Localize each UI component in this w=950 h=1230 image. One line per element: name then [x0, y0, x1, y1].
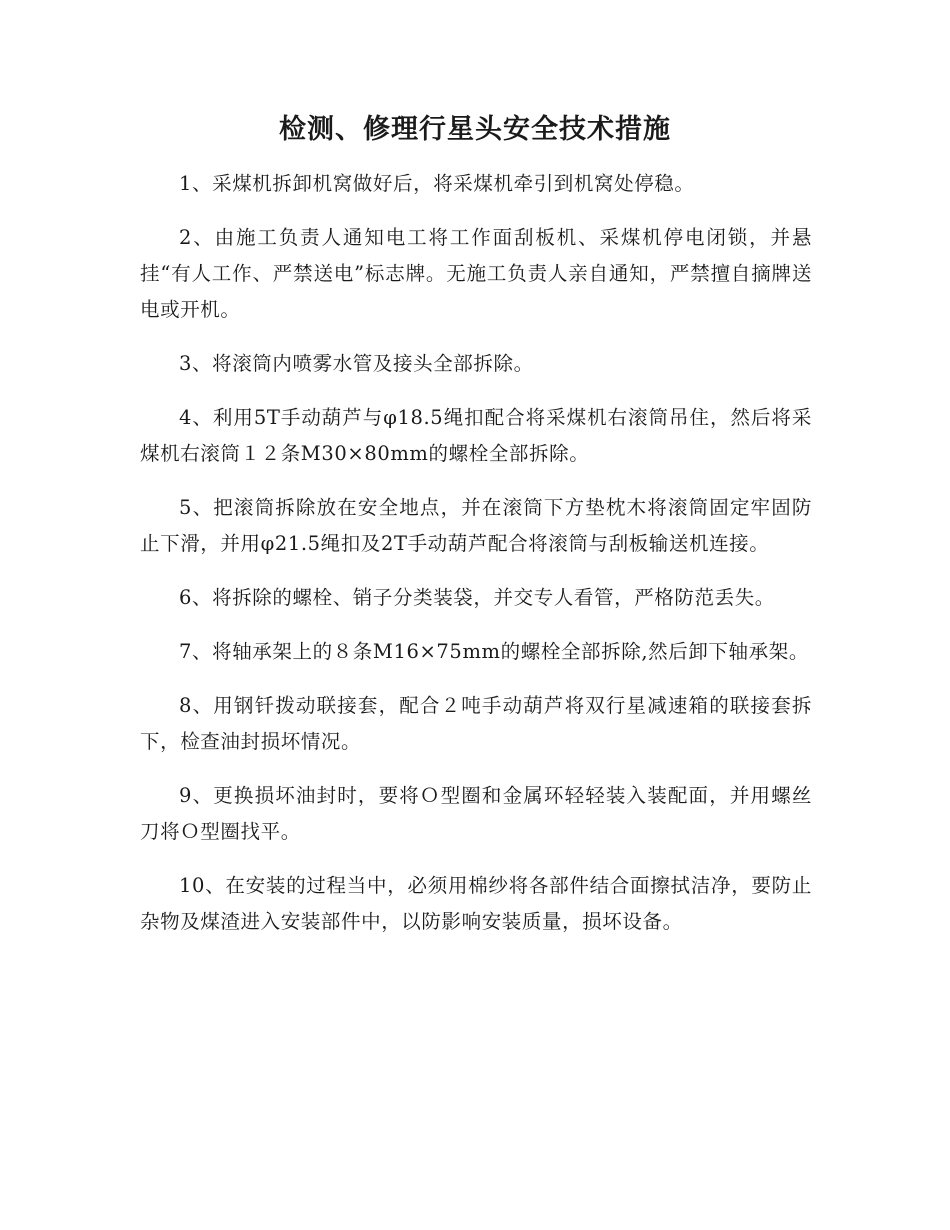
paragraph-9: 9、更换损坏油封时，要将Ｏ型圈和金属环轻轻装入装配面，并用螺丝刀将Ｏ型圈找平。: [140, 784, 812, 843]
paragraph-3: 3、将滚筒内喷雾水管及接头全部拆除。: [179, 352, 534, 375]
paragraph-10: 10、在安装的过程当中，必须用棉纱将各部件结合面擦拭洁净，要防止杂物及煤渣进入安装部件中，以防影响安装质量，损坏设备。: [140, 874, 812, 933]
paragraph-8: 8、用钢钎拨动联接套，配合２吨手动葫芦将双行星减速箱的联接套拆下，检查油封损坏情况。: [140, 694, 812, 753]
paragraph-5: 5、把滚筒拆除放在安全地点，并在滚筒下方垫枕木将滚筒固定牢固防止下滑，并用φ21.5绳扣及2T手动葫芦配合将滚筒与刮板输送机连接。: [140, 496, 812, 555]
paragraph-4: 4、利用5T手动葫芦与φ18.5绳扣配合将采煤机右滚筒吊住，然后将采煤机右滚筒１２条M30×80mm的螺栓全部拆除。: [140, 406, 812, 465]
paragraph-6: 6、将拆除的螺栓、销子分类装袋，并交专人看管，严格防范丢失。: [179, 586, 775, 609]
paragraph-7: 7、将轴承架上的８条M16×75mm的螺栓全部拆除,然后卸下轴承架。: [179, 640, 809, 663]
document-body: [140, 166, 812, 958]
document-title: 检测、修理行星头安全技术措施: [279, 114, 671, 145]
paragraph-1: 1、采煤机拆卸机窝做好后，将采煤机牵引到机窝处停稳。: [179, 172, 695, 195]
paragraph-2: 2、由施工负责人通知电工将工作面刮板机、采煤机停电闭锁，并悬挂“有人工作、严禁送电”标志牌。无施工负责人亲自通知，严禁擅自摘牌送电或开机。: [140, 226, 812, 321]
